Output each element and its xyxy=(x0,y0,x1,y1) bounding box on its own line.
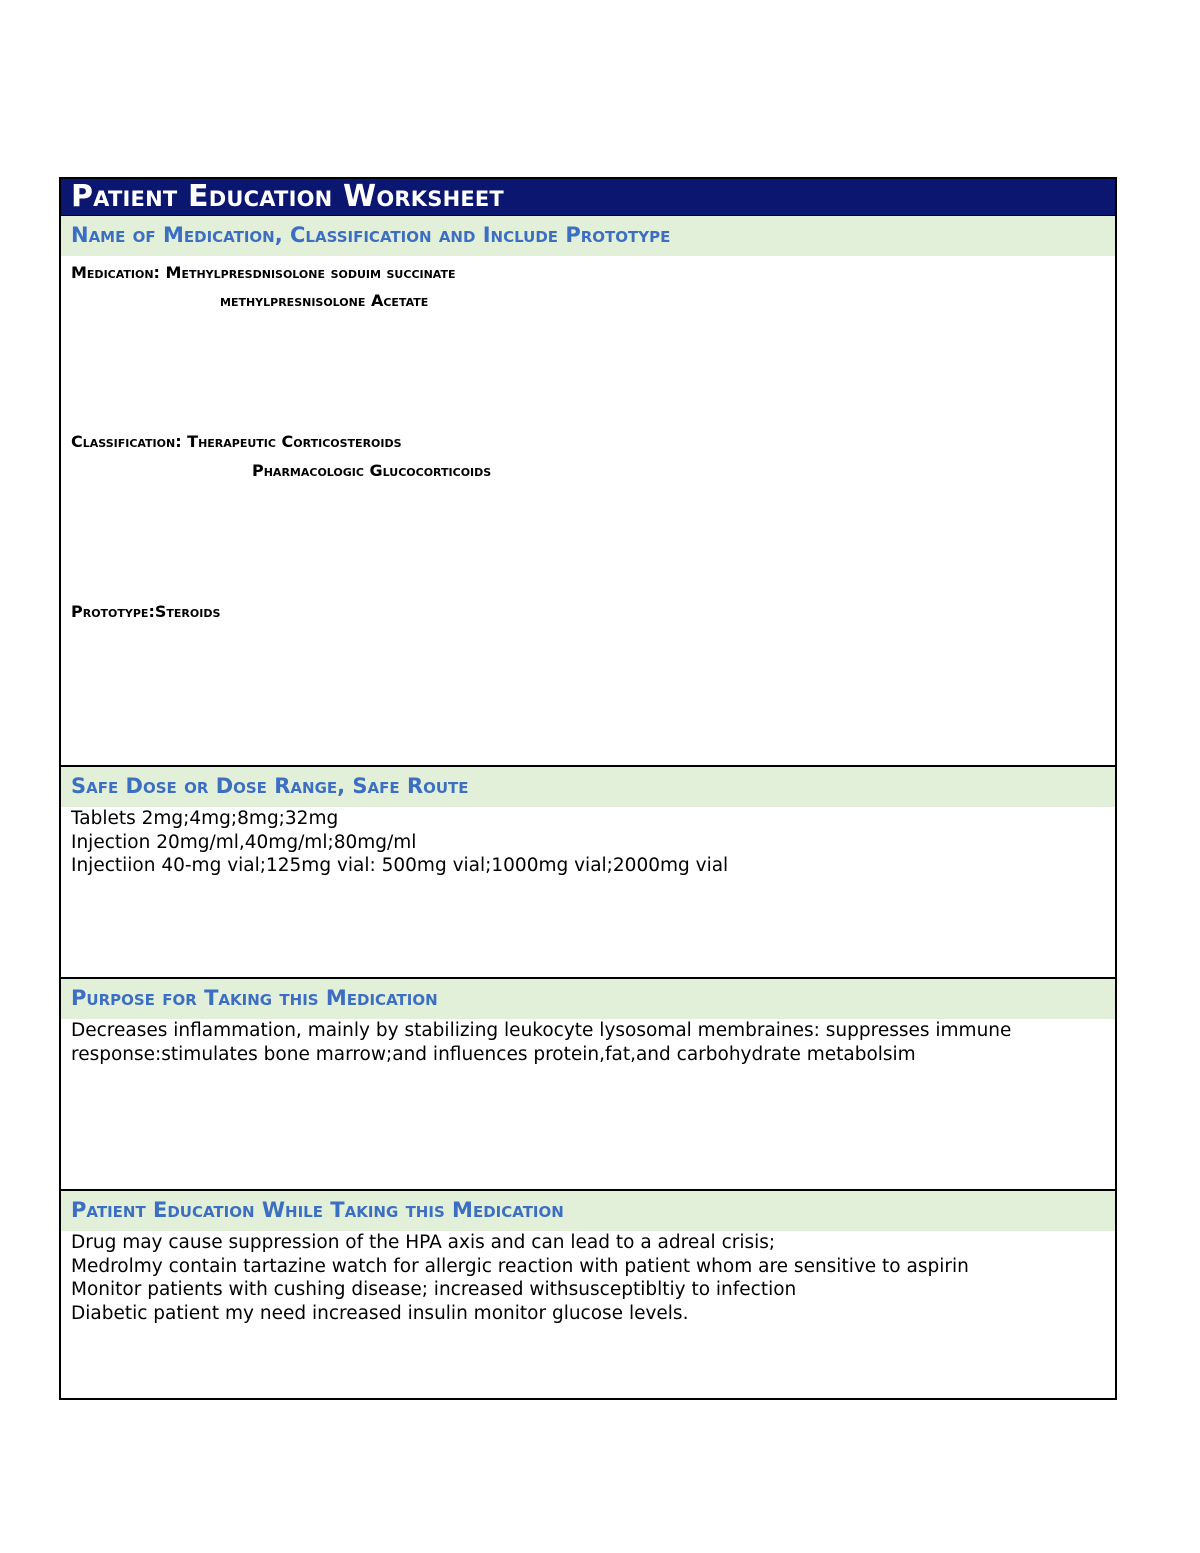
education-line: Monitor patients with cushing disease; increased withsusceptibltiy to infection xyxy=(71,1279,797,1300)
purpose-text xyxy=(61,1019,1115,1066)
name-classification-section xyxy=(61,215,1115,767)
purpose-line: response:stimulates bone marrow;and influences protein,fat,and carbohydrate metabolsim xyxy=(71,1043,916,1065)
classification-value: Therapeutic Corticosteroids xyxy=(187,432,402,451)
education-line: Diabetic patient my need increased insulin monitor glucose levels. xyxy=(71,1302,689,1324)
classification-line xyxy=(71,432,402,452)
worksheet-title: Patient Education Worksheet xyxy=(61,179,1115,215)
dose-line: Injectiion 40-mg vial;125mg vial: 500mg vial;1000mg vial;2000mg vial xyxy=(71,855,729,876)
purpose-section xyxy=(61,977,1115,1189)
classification-label: Classification: xyxy=(71,432,188,451)
prototype-value: Steroids xyxy=(154,602,221,621)
dose-line: Injection 20mg/ml,40mg/ml;80mg/ml xyxy=(71,831,417,853)
safe-dose-text xyxy=(61,807,1115,878)
purpose-header: Purpose for Taking this Medication xyxy=(61,979,1115,1019)
patient-education-text xyxy=(61,1231,1115,1325)
medication-line xyxy=(71,263,456,283)
medication-value: Methylpresdnisolone soduim succinate xyxy=(165,263,456,282)
name-classification-header: Name of Medication, Classification and Include Prototype xyxy=(61,216,1115,256)
safe-dose-header: Safe Dose or Dose Range, Safe Route xyxy=(61,767,1115,807)
worksheet-table xyxy=(59,177,1117,1400)
medication-line-2: methylpresnisolone Acetate xyxy=(220,291,429,310)
patient-education-header: Patient Education While Taking this Medication xyxy=(61,1191,1115,1231)
dose-line: Tablets 2mg;4mg;8mg;32mg xyxy=(71,808,339,829)
medication-label: Medication: xyxy=(71,263,166,282)
patient-education-section xyxy=(61,1189,1115,1400)
education-line: Medrolmy contain tartazine watch for allergic reaction with patient whom are sensitive to aspirin xyxy=(71,1255,969,1277)
education-line: Drug may cause suppression of the HPA axis and can lead to a adreal crisis; xyxy=(71,1232,776,1253)
purpose-line: Decreases inflammation, mainly by stabilizing leukocyte lysosomal membraines: suppresses immune xyxy=(71,1020,1012,1041)
safe-dose-section xyxy=(61,765,1115,977)
prototype-label: Prototype: xyxy=(71,602,155,621)
prototype-line xyxy=(71,602,220,622)
classification-line-2: Pharmacologic Glucocorticoids xyxy=(252,461,492,480)
